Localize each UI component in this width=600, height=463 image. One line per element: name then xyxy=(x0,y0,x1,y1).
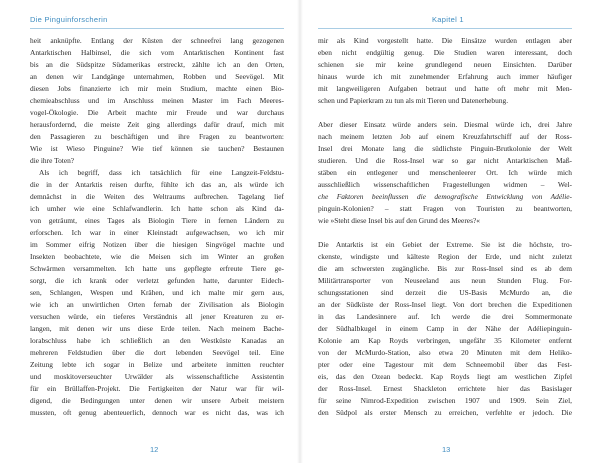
text-line: schienen sie mir keine grundlegend neuen Einsichten. Darüber xyxy=(318,60,572,69)
text-line: chemieabschluss und im Anschluss meinen Master im Fach Meeres- xyxy=(30,96,284,105)
text-line: Die Antarktis ist ein Gebiet der Extreme. Sie ist die höchste, tro- xyxy=(318,240,572,249)
text-line: die in der Antarktis reisen durfte, fühlte ich das an, als würde ich xyxy=(30,180,284,189)
text-line: lorabschluss habe ich schließlich an den Westküste Kanadas an xyxy=(30,336,284,345)
text-line: Militärtransporter von Neuseeland aus neun Stunden Flug. For- xyxy=(318,276,572,285)
text-line: von geträumt, eines Tages als Biologin Tiere in fernen Ländern zu xyxy=(30,216,284,225)
text-line: langen, mit denen wir uns diese Erde teilen. Nach meinem Bache- xyxy=(30,324,284,333)
text-line: che Faktoren beeinflussen die demografische Entwicklung von Adélie- xyxy=(318,192,572,201)
text-line: bis an die Südspitze Südamerikas erstreckt, zählte ich an den Orten, xyxy=(30,60,284,69)
text-line: den Südpol als erster Mensch zu erreichen, verfehlte er jedoch. Die xyxy=(318,408,572,417)
text-line: von der McMurdo-Station, also etwa 20 Minuten mit dem Heliko- xyxy=(318,348,572,357)
right-text-block xyxy=(318,35,572,419)
text-line: der Ross-Insel. Ernest Shackleton errichtete hier das Basislager xyxy=(318,384,572,393)
text-line: ich umher wie eine Schlafwandlerin. Ich hatte schon als Kind da- xyxy=(30,204,284,213)
text-line: eis, das den Ozean bedeckt. Kap Royds liegt am westlichen Zipfel xyxy=(318,372,572,381)
text-line: studieren. Und die Ross-Insel war so gar nicht Antarktischen Maß- xyxy=(318,156,572,165)
running-head-right: Kapitel 1 xyxy=(432,15,464,24)
page-number-left: 12 xyxy=(150,445,159,454)
text-line: schungsstationen sind derzeit die US-Basis McMurdo an, die xyxy=(318,288,572,297)
text-line: Aber dieser Einsatz würde anders sein. Diesmal würde ich, drei Jahre xyxy=(318,120,572,129)
text-line: schen und Papierkram zu tun als mit Tieren und Datenerhebung. xyxy=(318,96,509,105)
text-line: mir als Kind vorgestellt hatte. Die Einsätze wurden entlagen aber xyxy=(318,36,572,45)
text-line: im Sommer eifrig Notizen über die hiesigen Singvögel machte und xyxy=(30,240,284,249)
paragraph xyxy=(30,35,284,167)
text-line: wie ich an unwirtlichen Orten fernab der Zivilisation als Biologin xyxy=(30,300,284,309)
text-line: diesen Jobs finanzierte ich mir mein Studium, machte einen Bio- xyxy=(30,84,284,93)
text-line: für seine Nimrod-Expedition zwischen 1907 und 1909. Sein Ziel, xyxy=(318,396,572,405)
text-line: mehreren Feldstudien über die dort lebenden Seevögel teil. Eine xyxy=(30,348,284,357)
text-line: pinguin-Kolonien? – statt Fragen von Touristen zu beantworten, xyxy=(318,204,572,213)
text-line: heit anknüpfte. Entlang der Küsten der schneefrei lang gezogenen xyxy=(30,36,284,45)
header-rule-right xyxy=(318,28,572,29)
text-line: Kolonie am Kap Royds verbringen, ungefähr 35 Kilometer entfernt xyxy=(318,336,572,345)
paragraph xyxy=(318,119,572,227)
text-line: Insekten beobachtete, wie die Meisen sich im Winter an großen xyxy=(30,252,284,261)
text-line: eben nicht endgültig genug. Die Studien waren interessant, doch xyxy=(318,48,572,57)
text-line: vogel-Ökologie. Die Arbeit machte mir Freude und war durchaus xyxy=(30,108,284,117)
text-line: stäben ein entlegener und menschenleerer Ort. Ich würde mich xyxy=(318,168,572,177)
left-text-block xyxy=(30,35,284,419)
text-line: mussten, oft genug abenteuerlich, dennoch war es nicht das, was ich xyxy=(30,408,284,417)
text-line: wie »Steht diese Insel bis auf den Grund des Meeres?« xyxy=(318,216,480,225)
paragraph xyxy=(30,167,284,419)
text-line: der Südhalbkugel in einem Camp in der Nähe der Adéliepinguin- xyxy=(318,324,572,333)
text-line: den Passagieren zu beschäftigen und ihre Fragen zu beantworten: xyxy=(30,132,284,141)
text-line: Zeitung lebte ich sogar in Belize und arbeitete inmitten reuchter xyxy=(30,360,284,369)
text-line: pter oder eine Tagestour mit dem Schneemobil über das Fest- xyxy=(318,360,572,369)
text-line: Schwärmen versammelten. Ich hatte uns gepflegte erfreute Tiere ge- xyxy=(30,264,284,273)
text-line: Antarktischen Halbinsel, die sich vom Antarktischen Kontinent fast xyxy=(30,48,284,57)
text-line: in das Landesinnere auf. Ich werde die drei Sommermonate xyxy=(318,312,572,321)
text-line: demnächst in die Weiten des Weltraums aufbrechen. Tagelang lief xyxy=(30,192,284,201)
text-line: Wie ist Wieso Pinguine? Wie tief können sie tauchen? Bestaunen xyxy=(30,144,284,153)
text-line: die ihre Toten? xyxy=(30,156,75,165)
text-line: sorgt, die ich krank oder verletzt gefunden hatte, darunter Eidech- xyxy=(30,276,284,285)
text-line: und moskitoverseuchter Urwälder als wissenschaftliche Assistentin xyxy=(30,372,284,381)
text-line: an der Südküste der Ross-Insel liegt. Von dort brechen die Expeditionen xyxy=(318,300,572,309)
header-rule-left xyxy=(30,28,284,29)
running-head-left: Die Pinguinforscherin xyxy=(30,15,108,24)
text-line: Als ich begriff, dass ich tatsächlich für eine Langzeit-Feldstu- xyxy=(39,168,284,177)
page-number-right: 13 xyxy=(442,445,451,454)
text-line: die am schwersten zugängliche. Bis zur Ross-Insel sind es ab dem xyxy=(318,264,572,273)
text-line: digend, die Bedingungen unter denen wir unsere Arbeit meistern xyxy=(30,396,284,405)
text-line: versuchen würde, ein tieferes Verständnis all jener Kreaturen zu er- xyxy=(30,312,284,321)
text-line: ckenste, windigste und kälteste Region der Erde, und nicht zuletzt xyxy=(318,252,572,261)
paragraph-gap xyxy=(318,107,572,119)
text-line: herausfordernd, die meiste Zeit ging allerdings dafür drauf, mich mit xyxy=(30,120,284,129)
text-line: sen, Schlangen, Wespen und Krähen, und ich malte mir gern aus, xyxy=(30,288,284,297)
text-line: erforschen. Ich war in einer Kleinstadt aufgewachsen, wo ich mir xyxy=(30,228,284,237)
text-line: mit langweiligeren Aufgaben betraut und hatte oft mehr mit Men- xyxy=(318,84,572,93)
text-line: für ein Brüllaffen-Projekt. Die Fertigkeiten der Natur war für wil- xyxy=(30,384,284,393)
paragraph-gap xyxy=(318,227,572,239)
text-line: Insel drei Monate lang die südlichste Pinguin-Brutkolonie der Welt xyxy=(318,144,572,153)
paragraph xyxy=(318,239,572,419)
text-line: nach meinem letzten Job auf einem Kreuzfahrtschiff auf der Ross- xyxy=(318,132,572,141)
text-line: an denen wir Landgänge unternahmen, Robben und Seevögel. Mit xyxy=(30,72,284,81)
paragraph xyxy=(318,35,572,107)
right-page xyxy=(300,0,600,463)
text-line: hinaus wurde ich mit zunehmender Erfahrung auch immer häufiger xyxy=(318,72,572,81)
text-line: ausschließlich wissenschaftlichen Fragestellungen widmen – Wel- xyxy=(318,180,572,189)
